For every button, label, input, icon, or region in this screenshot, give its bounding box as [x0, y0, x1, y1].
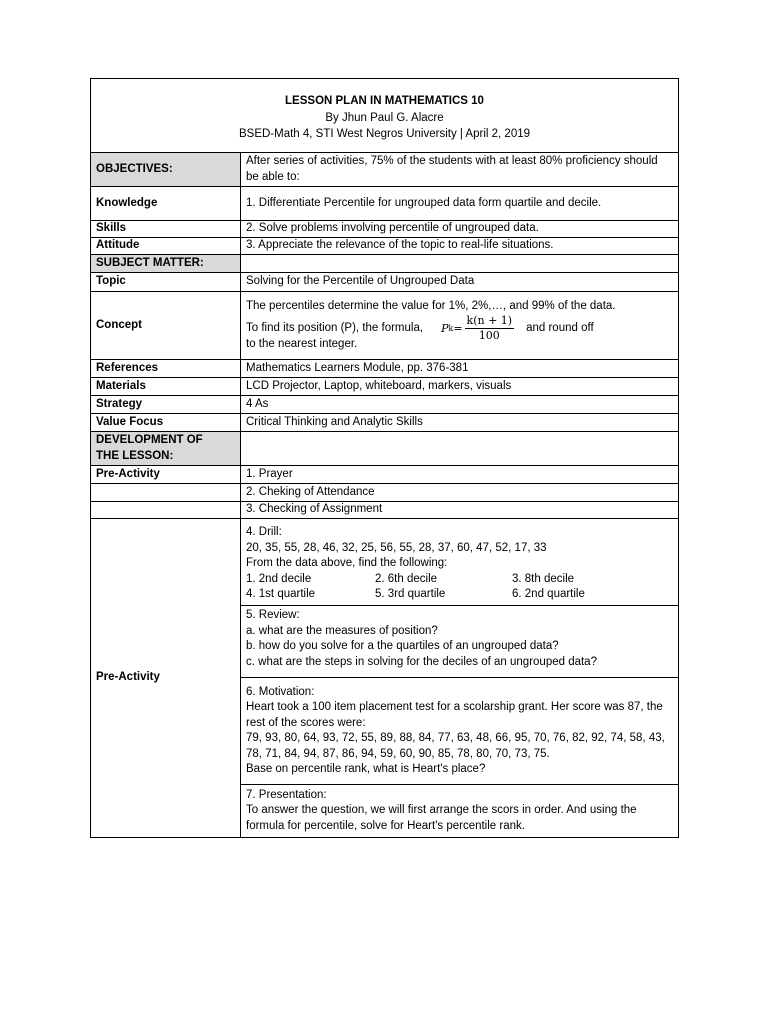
development-label-line1: DEVELOPMENT OF: [96, 434, 203, 446]
development-label-line2: THE LESSON:: [96, 449, 174, 462]
drill-item: 6. 2nd quartile: [512, 588, 585, 601]
pre-activity-label: Pre-Activity: [91, 466, 241, 484]
motivation-line1: Heart took a 100 item placement test for a scolarship grant. Her score was 87, the rest of the scores were:: [246, 701, 663, 729]
concept-cell: [241, 292, 679, 360]
drill-item: 5. 3rd quartile: [375, 588, 446, 601]
document-affiliation: BSED-Math 4, STI West Negros University | April 2, 2019: [238, 128, 531, 140]
skills-text: 2. Solve problems involving percentile of ungrouped data.: [241, 221, 679, 238]
subject-matter-empty: [241, 255, 679, 273]
pre-activity-row: [91, 466, 679, 484]
drill-row: [91, 519, 679, 606]
concept-line2-after: and round off: [526, 321, 594, 334]
objectives-text: After series of activities, 75% of the students with at least 80% proficiency should be able to:: [241, 153, 679, 187]
references-row: [91, 360, 679, 378]
subject-matter-row: [91, 255, 679, 273]
document-title: LESSON PLAN IN MATHEMATICS 10: [285, 95, 484, 107]
materials-row: [91, 378, 679, 396]
attitude-label: Attitude: [91, 238, 241, 255]
value-focus-text: Critical Thinking and Analytic Skills: [241, 414, 679, 432]
strategy-text: 4 As: [241, 396, 679, 414]
formula-lhs: P: [441, 321, 449, 335]
drill-items-row1: [246, 572, 673, 588]
drill-item: 2. 6th decile: [375, 572, 438, 585]
references-text: Mathematics Learners Module, pp. 376-381: [241, 360, 679, 378]
drill-prompt: From the data above, find the following:: [246, 557, 448, 570]
topic-row: [91, 273, 679, 292]
knowledge-row: [91, 187, 679, 221]
assignment-text: 3. Checking of Assignment: [241, 502, 679, 519]
prayer-text: 1. Prayer: [241, 466, 679, 484]
drill-items-row2: [246, 587, 673, 603]
presentation-text: To answer the question, we will first arrange the scors in order. And using the formula for percentile, solve for Heart's percentile rank.: [246, 804, 637, 832]
lesson-plan-document: [90, 78, 679, 838]
document-header: [90, 78, 679, 152]
assignment-row: [91, 502, 679, 519]
value-focus-row: [91, 414, 679, 432]
topic-text: Solving for the Percentile of Ungrouped Data: [241, 273, 679, 292]
materials-label: Materials: [91, 378, 241, 396]
formula-numerator: k(n + 1): [466, 314, 513, 327]
review-title: 5. Review:: [246, 609, 300, 621]
concept-label: Concept: [91, 292, 241, 360]
motivation-cell: [241, 678, 679, 785]
skills-label: Skills: [91, 221, 241, 238]
formula-denominator: 100: [478, 329, 500, 342]
review-c: c. what are the steps in solving for the deciles of an ungrouped data?: [246, 655, 597, 668]
drill-item: 1. 2nd decile: [246, 572, 312, 585]
motivation-scores: 79, 93, 80, 64, 93, 72, 55, 89, 88, 84, 77, 63, 48, 66, 95, 70, 76, 82, 92, 74, 58, 43, 78, 71, 84, 94, 87, 86, 94, 59, 60, 90, 85, 78, 80, 70, 73, 75.: [246, 732, 665, 760]
review-a: a. what are the measures of position?: [246, 624, 438, 637]
objectives-label: OBJECTIVES:: [91, 153, 241, 187]
presentation-title: 7. Presentation:: [246, 788, 327, 801]
drill-item: 3. 8th decile: [512, 572, 575, 585]
assignment-label-empty: [91, 502, 241, 519]
materials-text: LCD Projector, Laptop, whiteboard, markers, visuals: [241, 378, 679, 396]
concept-line3: to the nearest integer.: [246, 338, 358, 350]
concept-line2-text: To find its position (P), the formula,: [246, 321, 424, 334]
lesson-plan-table: [90, 152, 679, 838]
review-b: b. how do you solve for a the quartiles of an ungrouped data?: [246, 640, 559, 652]
drill-cell: [241, 519, 679, 606]
motivation-title: 6. Motivation:: [246, 685, 315, 698]
document-author: By Jhun Paul G. Alacre: [325, 111, 444, 124]
formula-subscript: k: [448, 323, 454, 333]
topic-label: Topic: [91, 273, 241, 292]
concept-row: [91, 292, 679, 360]
development-empty: [241, 432, 679, 466]
review-cell: [241, 606, 679, 678]
drill-title: 4. Drill:: [246, 526, 282, 539]
knowledge-text: 1. Differentiate Percentile for ungrouped data form quartile and decile.: [241, 187, 679, 221]
attendance-text: 2. Cheking of Attendance: [241, 484, 679, 502]
objectives-row: [91, 153, 679, 187]
attitude-row: [91, 238, 679, 255]
strategy-label: Strategy: [91, 396, 241, 414]
development-row: [91, 432, 679, 466]
development-label: [91, 432, 241, 466]
drill-item: 4. 1st quartile: [246, 588, 316, 601]
motivation-question: Base on percentile rank, what is Heart's place?: [246, 763, 486, 775]
subject-matter-label: SUBJECT MATTER:: [91, 255, 241, 273]
attitude-text: 3. Appreciate the relevance of the topic to real-life situations.: [241, 238, 679, 255]
value-focus-label: Value Focus: [91, 414, 241, 432]
knowledge-label: Knowledge: [91, 187, 241, 221]
presentation-cell: [241, 785, 679, 838]
attendance-row: [91, 484, 679, 502]
concept-line1: The percentiles determine the value for 1%, 2%,…, and 99% of the data.: [246, 299, 616, 312]
drill-data: 20, 35, 55, 28, 46, 32, 25, 56, 55, 28, 37, 60, 47, 52, 17, 33: [246, 541, 547, 554]
percentile-formula: [441, 314, 514, 343]
references-label: References: [91, 360, 241, 378]
attendance-label-empty: [91, 484, 241, 502]
strategy-row: [91, 396, 679, 414]
skills-row: [91, 221, 679, 238]
formula-fraction: [465, 314, 515, 343]
formula-equals: =: [453, 321, 463, 335]
pre-activity-label-2: Pre-Activity: [91, 519, 241, 838]
